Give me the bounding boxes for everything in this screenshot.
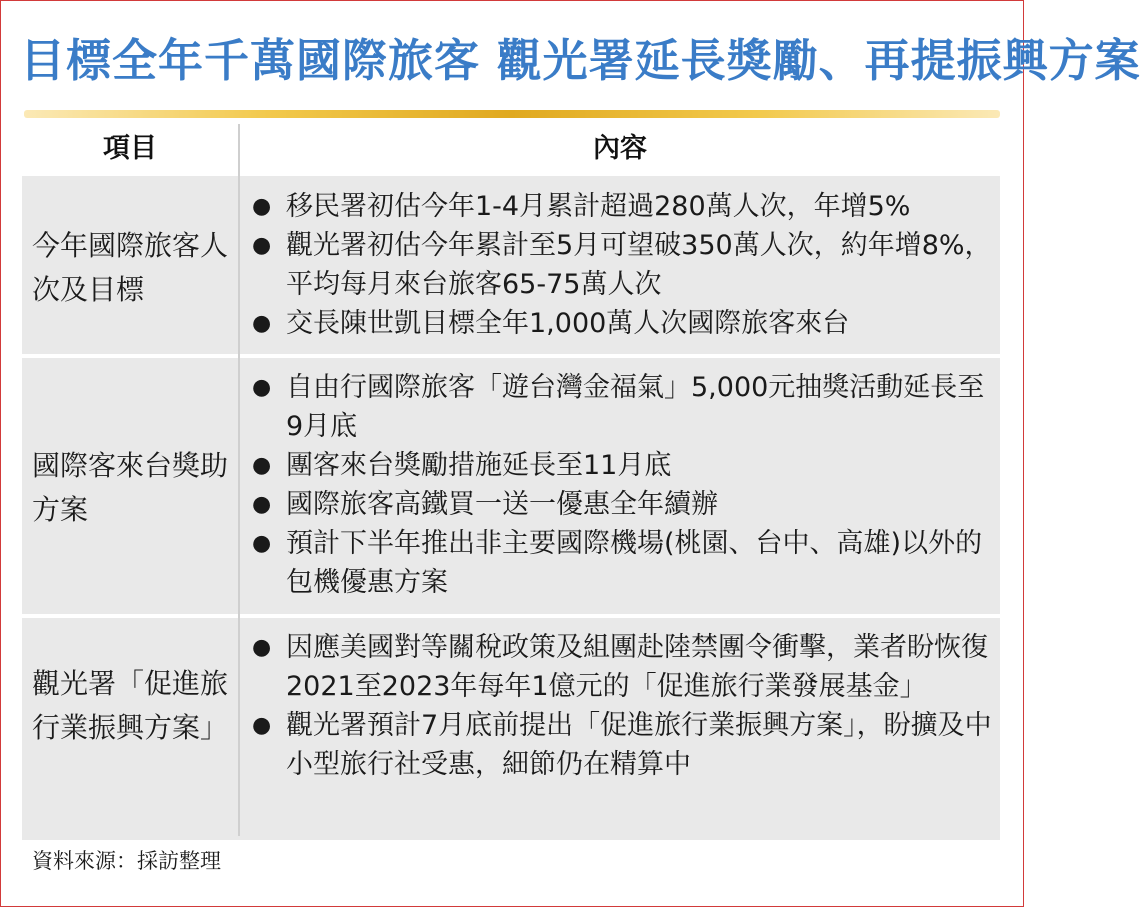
row-bullets xyxy=(252,368,992,602)
page-title: 目標全年千萬國際旅客 觀光署延長獎勵、再提振興方案 xyxy=(20,34,1141,87)
list-item xyxy=(252,226,992,304)
list-item-text: 觀光署預計7月底前提出「促進旅行業振興方案」，盼擴及中小型旅行社受惠，細節仍在精算中 xyxy=(286,710,992,780)
table-header xyxy=(22,124,1000,174)
list-item-text: 團客來台獎勵措施延長至11月底 xyxy=(286,450,672,481)
list-item xyxy=(252,446,992,485)
header-content: 內容 xyxy=(593,133,647,164)
table-row xyxy=(22,176,1000,354)
bullet-icon: ● xyxy=(252,492,272,517)
list-item-text: 移民署初估今年1-4月累計超過280萬人次，年增5% xyxy=(286,191,911,222)
bullet-icon: ● xyxy=(252,311,272,336)
list-item xyxy=(252,304,992,343)
list-item-text: 因應美國對等關稅政策及組團赴陸禁團令衝擊，業者盼恢復2021至2023年每年1億元的「促進旅行業發展基金」 xyxy=(286,632,988,702)
header-item: 項目 xyxy=(103,133,157,164)
row-bullets xyxy=(252,628,992,784)
bullet-icon: ● xyxy=(252,375,272,400)
bullet-icon: ● xyxy=(252,194,272,219)
bullet-icon: ● xyxy=(252,713,272,738)
list-item-text: 交長陳世凱目標全年1,000萬人次國際旅客來台 xyxy=(286,308,850,339)
list-item-text: 自由行國際旅客「遊台灣金福氣」5,000元抽獎活動延長至9月底 xyxy=(286,372,985,442)
list-item xyxy=(252,485,992,524)
row-bullets xyxy=(252,187,992,343)
table-row xyxy=(22,618,1000,840)
row-label: 今年國際旅客人次及目標 xyxy=(32,229,229,306)
list-item-text: 預計下半年推出非主要國際機場(桃園、台中、高雄)以外的包機優惠方案 xyxy=(286,528,983,598)
bullet-icon: ● xyxy=(252,233,272,258)
row-label: 國際客來台獎助方案 xyxy=(32,449,229,526)
list-item-text: 觀光署初估今年累計至5月可望破350萬人次，約年增8%，平均每月來台旅客65-75萬人次 xyxy=(286,230,992,300)
list-item-text: 國際旅客高鐵買一送一優惠全年續辦 xyxy=(286,489,718,520)
bullet-icon: ● xyxy=(252,531,272,556)
list-item xyxy=(252,368,992,446)
column-divider xyxy=(238,124,240,836)
list-item xyxy=(252,524,992,602)
title-underline xyxy=(24,110,1000,118)
list-item xyxy=(252,187,992,226)
row-label: 觀光署「促進旅行業振興方案」 xyxy=(32,667,229,744)
source-note: 資料來源：採訪整理 xyxy=(32,849,221,873)
bullet-icon: ● xyxy=(252,635,272,660)
bullet-icon: ● xyxy=(252,453,272,478)
table-row xyxy=(22,358,1000,614)
list-item xyxy=(252,628,992,706)
list-item xyxy=(252,706,992,784)
